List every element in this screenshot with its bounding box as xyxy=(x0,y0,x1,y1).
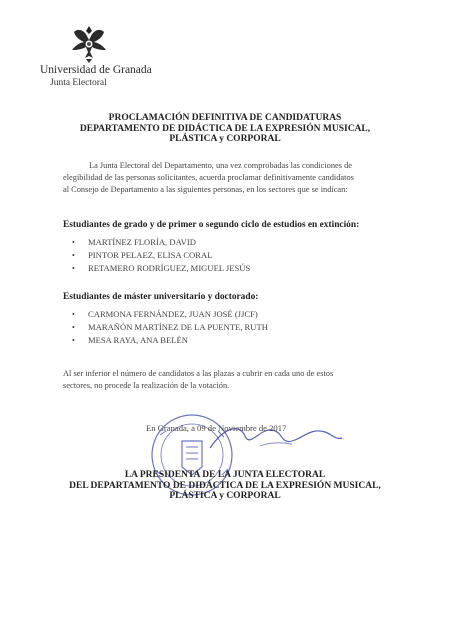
signatory-line-2: DEL DEPARTAMENTO DE DIDÁCTICA DE LA EXPRESIÓN MUSICAL, xyxy=(69,480,381,491)
university-crest-icon xyxy=(66,22,112,64)
candidate-name: MESA RAYA, ANA BELÉN xyxy=(88,335,188,345)
list-item xyxy=(70,308,268,321)
bullet-icon: • xyxy=(72,310,75,319)
bullet-icon: • xyxy=(72,323,75,332)
date-place: En Granada, a 09 de Noviembre de 2017 xyxy=(146,423,287,433)
section-heading-undergraduate: Estudiantes de grado y de primer o segundo ciclo de estudios en extinción: xyxy=(63,220,360,230)
signatory-line-1: LA PRESIDENTA DE LA JUNTA ELECTORAL xyxy=(124,470,326,480)
title-line-3: PLÁSTICA y CORPORAL xyxy=(169,134,281,144)
title-line-1: PROCLAMACIÓN DEFINITIVA DE CANDIDATURAS xyxy=(108,113,342,123)
signatory-line-3: PLÁSTICA y CORPORAL xyxy=(169,491,281,501)
note-paragraph xyxy=(63,368,381,392)
candidate-name: MARAÑÓN MARTÍNEZ DE LA PUENTE, RUTH xyxy=(88,322,268,332)
candidate-name: MARTÍNEZ FLORÍA, DAVID xyxy=(88,237,196,247)
bullet-icon: • xyxy=(72,238,75,247)
intro-line-1: La Junta Electoral del Departamento, una vez comprobadas las condiciones de xyxy=(89,161,353,170)
title-line-2: DEPARTAMENTO DE DIDÁCTICA DE LA EXPRESIÓN MUSICAL, xyxy=(79,123,371,134)
candidate-name: PINTOR PELAEZ, ELISA CORAL xyxy=(88,250,213,260)
note-line-1: Al ser inferior el número de candidatos a las plazas a cubrir en cada uno de estos xyxy=(63,369,334,378)
list-item xyxy=(70,236,250,249)
list-item xyxy=(70,334,268,347)
bullet-icon: • xyxy=(72,251,75,260)
bullet-icon: • xyxy=(72,264,75,273)
note-line-2: sectores, no procede la realización de la votación. xyxy=(63,381,230,390)
intro-paragraph xyxy=(63,160,383,196)
bullet-icon: • xyxy=(72,336,75,345)
candidate-list-undergraduate xyxy=(70,236,250,275)
intro-line-3: al Consejo de Departamento a las siguientes personas, en los sectores que se indican: xyxy=(63,185,348,194)
section-heading-postgraduate: Estudiantes de máster universitario y doctorado: xyxy=(63,292,259,302)
university-name: Universidad de Granada xyxy=(40,64,152,76)
list-item xyxy=(70,262,250,275)
document-title xyxy=(40,113,410,145)
list-item xyxy=(70,249,250,262)
candidate-name: CARMONA FERNÁNDEZ, JUAN JOSÉ (JJCF) xyxy=(88,309,258,319)
list-item xyxy=(70,321,268,334)
intro-line-2: elegibilidad de las personas solicitantes, acuerda proclamar definitivamente candidatos xyxy=(63,173,354,182)
candidate-name: RETAMERO RODRÍGUEZ, MIGUEL JESÚS xyxy=(88,263,251,273)
candidate-list-postgraduate xyxy=(70,308,268,347)
signatory-block xyxy=(40,470,410,502)
electoral-board-name: Junta Electoral xyxy=(50,78,107,88)
